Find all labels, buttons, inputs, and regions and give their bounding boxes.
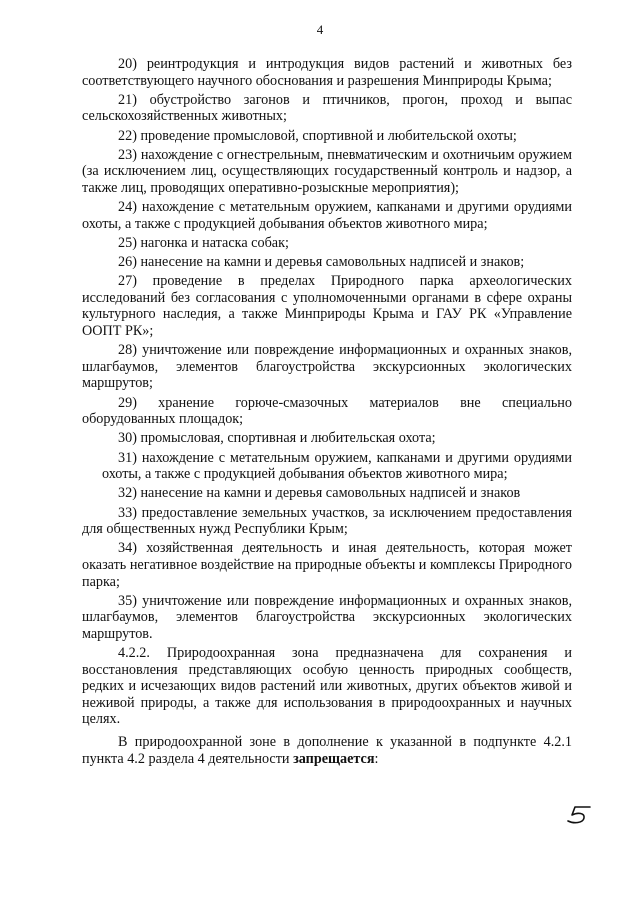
page-number: 4 (316, 22, 324, 37)
list-item-31: 31) нахождение с метательным оружием, капканами и другими орудиями охоты, а также с продукцией добывания объектов животного мира; (102, 449, 572, 483)
list-item-21: 21) обустройство загонов и птичников, прогон, проход и выпас сельскохозяйственных животных; (82, 91, 572, 125)
list-item-32: 32) нанесение на камни и деревья самовольных надписей и знаков (118, 485, 521, 502)
list-item-24: 24) нахождение с метательным оружием, капканами и другими орудиями охоты, а также с продукцией добывания объектов животного мира; (82, 199, 572, 232)
list-item-35: 35) уничтожение или повреждение информационных и охранных знаков, шлагбаумов, элементов благоустройства экскурсионных экологических маршрутов. (82, 592, 572, 642)
list-item-30: 30) промысловая, спортивная и любительская охота; (118, 430, 436, 447)
handwritten-page-mark (560, 804, 600, 826)
list-item-33: 33) предоставление земельных участков, за исключением предоставления для общественных нужд Республики Крым; (82, 504, 572, 538)
list-item-29: 29) хранение горюче-смазочных материалов вне специально оборудованных площадок; (82, 394, 572, 428)
closing-emphasis: запрещается (293, 750, 375, 767)
list-item-23: 23) нахождение с огнестрельным, пневматическим и охотничьим оружием (за исключением лиц, осуществляющих государственный контроль и надзор, а также лиц, проводящих оперативно-розыскные мероприятия); (82, 146, 572, 196)
closing-paragraph (82, 734, 572, 767)
closing-text: В природоохранной зоне в дополнение к указанной в подпункте 4.2.1 пункта 4.2 раздела 4 деятельности (82, 734, 572, 767)
list-item-28: 28) уничтожение или повреждение информационных и охранных знаков, шлагбаумов, элементов благоустройства экскурсионных экологических маршрутов; (82, 342, 572, 392)
document-body (82, 56, 572, 770)
list-item-27: 27) проведение в пределах Природного парка археологических исследований без согласования с уполномоченными органами в сфере охраны культурного наследия, а также Минприроды Крыма и ГАУ РК «Управление ООПТ РК»; (82, 273, 572, 340)
list-item-26: 26) нанесение на камни и деревья самовольных надписей и знаков; (118, 254, 525, 271)
list-item-22: 22) проведение промысловой, спортивной и любительской охоты; (118, 127, 517, 144)
list-item-34: 34) хозяйственная деятельность и иная деятельность, которая может оказать негативное воздействие на природные объекты и комплексы Природного парка; (82, 540, 572, 590)
list-item-20: 20) реинтродукция и интродукция видов растений и животных без соответствующего научного обоснования и разрешения Минприроды Крыма; (82, 56, 572, 89)
closing-end: : (374, 750, 379, 767)
list-item-25: 25) нагонка и натаска собак; (118, 234, 289, 251)
section-4-2-2: 4.2.2. Природоохранная зона предназначена для сохранения и восстановления представляющих особую ценность природных сообществ, редких и исчезающих видов растений или животных, других объектов живой и неживой природы, а также для использования в природоохранных и научных целях. (82, 645, 572, 728)
